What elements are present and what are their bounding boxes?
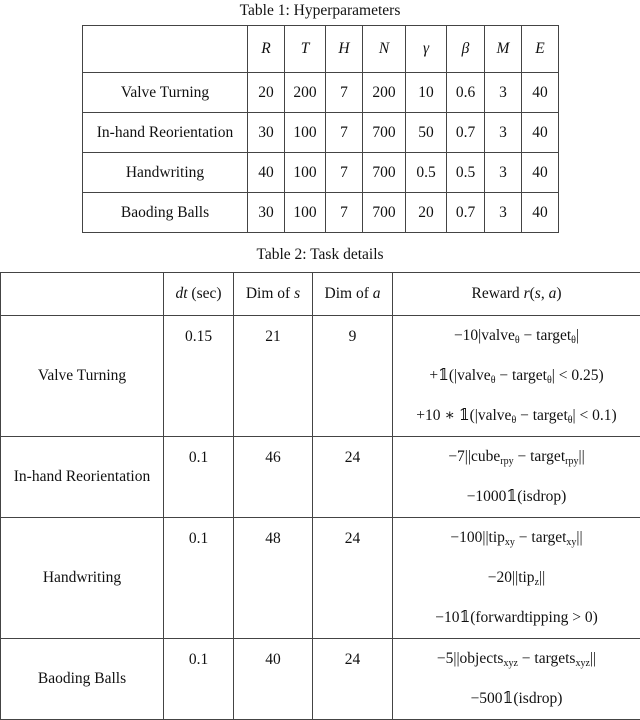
dim-s-cell: 46	[234, 437, 313, 518]
subscript: z	[535, 577, 539, 588]
header-text-part: ,	[541, 285, 549, 302]
value-cell: 40	[248, 153, 285, 193]
subscript: θ	[571, 335, 576, 346]
dt-cell: 0.1	[164, 518, 234, 639]
term-text: −5||objects	[437, 650, 504, 667]
table1-row	[83, 73, 559, 113]
hyperparameters-table	[82, 25, 559, 233]
term-text: − target	[514, 448, 566, 465]
table2-row	[1, 639, 640, 720]
value-cell: 50	[406, 113, 447, 153]
value-cell: 100	[285, 113, 326, 153]
value-cell: 0.5	[406, 153, 447, 193]
table1-header-cell	[485, 26, 522, 73]
header-symbol: β	[462, 40, 470, 57]
value-cell: 40	[522, 153, 559, 193]
value-cell: 3	[485, 73, 522, 113]
reward-term	[393, 598, 640, 638]
term-text: − target	[515, 529, 567, 546]
term-text: −1000𝟙(isdrop)	[467, 488, 567, 505]
dt-cell: 0.1	[164, 437, 234, 518]
term-text: − target	[520, 327, 572, 344]
reward-cell	[393, 518, 640, 639]
header-text-part: s	[535, 285, 541, 302]
term-text: −100||tip	[450, 529, 505, 546]
value-cell: 3	[485, 113, 522, 153]
subscript: xy	[566, 537, 576, 548]
header-text-part: s	[294, 285, 300, 302]
header-text-part: r	[524, 285, 530, 302]
subscript: θ	[491, 375, 496, 386]
task-name-cell: In-hand Reorientation	[1, 437, 164, 518]
table1-header-cell	[285, 26, 326, 73]
header-text-part: a	[373, 285, 381, 302]
dim-a-cell: 24	[313, 437, 393, 518]
dim-s-cell: 40	[234, 639, 313, 720]
subscript: θ	[511, 415, 516, 426]
term-text: −10𝟙(forwardtipping > 0)	[435, 609, 598, 626]
value-cell: 30	[248, 193, 285, 233]
term-text: ||	[590, 650, 596, 667]
value-cell: 200	[285, 73, 326, 113]
subscript: xy	[505, 537, 515, 548]
table2-header-cell	[1, 273, 164, 316]
term-text: | < 0.25)	[552, 367, 604, 384]
header-symbol: R	[261, 40, 270, 57]
value-cell: 7	[326, 193, 363, 233]
reward-term	[393, 396, 640, 436]
term-text: |	[576, 327, 579, 344]
term-text: +𝟙(|valve	[429, 367, 490, 384]
task-name-cell: In-hand Reorientation	[83, 113, 248, 153]
table1-header-row	[83, 26, 559, 73]
reward-term	[393, 356, 640, 396]
table1-header-cell	[363, 26, 406, 73]
header-text-part: Dim of	[246, 285, 294, 302]
task-name-cell: Handwriting	[1, 518, 164, 639]
dt-cell: 0.15	[164, 316, 234, 437]
table2-header-cell	[234, 273, 313, 316]
task-name-cell: Baoding Balls	[1, 639, 164, 720]
reward-term	[393, 437, 640, 477]
table2-row	[1, 437, 640, 518]
table1-header-cell	[248, 26, 285, 73]
value-cell: 10	[406, 73, 447, 113]
header-text-part: Reward	[471, 285, 523, 302]
reward-term	[393, 316, 640, 356]
term-text: ||	[576, 529, 582, 546]
dt-cell: 0.1	[164, 639, 234, 720]
value-cell: 700	[363, 153, 406, 193]
term-text: ||	[539, 569, 545, 586]
table2-header-row	[1, 273, 640, 316]
table1-header-cell	[522, 26, 559, 73]
header-text-part: (	[530, 285, 535, 302]
header-text-part: a	[549, 285, 557, 302]
header-symbol: M	[497, 40, 510, 57]
header-text-part: dt	[175, 285, 187, 302]
table2-caption: Table 2: Task details	[0, 246, 640, 264]
reward-term	[393, 679, 640, 719]
header-symbol: N	[379, 40, 389, 57]
value-cell: 7	[326, 73, 363, 113]
table1-header-cell	[447, 26, 485, 73]
term-text: − target	[495, 367, 547, 384]
header-symbol: E	[535, 40, 544, 57]
value-cell: 40	[522, 73, 559, 113]
reward-cell	[393, 639, 640, 720]
subscript: θ	[515, 335, 520, 346]
header-text-part: (sec)	[188, 285, 222, 302]
reward-cell	[393, 316, 640, 437]
task-name-cell: Valve Turning	[1, 316, 164, 437]
value-cell: 0.7	[447, 193, 485, 233]
value-cell: 7	[326, 153, 363, 193]
reward-term	[393, 477, 640, 517]
dim-s-cell: 21	[234, 316, 313, 437]
term-text: − target	[516, 407, 568, 424]
reward-cell	[393, 437, 640, 518]
task-name-cell: Baoding Balls	[83, 193, 248, 233]
table2-header-cell	[313, 273, 393, 316]
value-cell: 3	[485, 193, 522, 233]
value-cell: 200	[363, 73, 406, 113]
task-details-table	[0, 272, 640, 720]
table2-row	[1, 518, 640, 639]
subscript: rpy	[500, 456, 513, 467]
value-cell: 0.5	[447, 153, 485, 193]
table1-row	[83, 193, 559, 233]
task-name-cell: Handwriting	[83, 153, 248, 193]
subscript: θ	[547, 375, 552, 386]
table1-caption: Table 1: Hyperparameters	[0, 2, 640, 20]
table1-row	[83, 113, 559, 153]
dim-s-cell: 48	[234, 518, 313, 639]
value-cell: 100	[285, 193, 326, 233]
term-text: | < 0.1)	[573, 407, 617, 424]
value-cell: 40	[522, 113, 559, 153]
table1-row	[83, 153, 559, 193]
dim-a-cell: 9	[313, 316, 393, 437]
subscript: θ	[568, 415, 573, 426]
table1-header-cell	[83, 26, 248, 73]
reward-term	[393, 518, 640, 558]
table2-row	[1, 316, 640, 437]
term-text: ||	[578, 448, 584, 465]
header-symbol: γ	[423, 40, 429, 57]
term-text: −7||cube	[448, 448, 500, 465]
header-text-part: )	[556, 285, 561, 302]
term-text: −10|valve	[454, 327, 515, 344]
term-text: +10 ∗ 𝟙(|valve	[416, 407, 511, 424]
dim-a-cell: 24	[313, 518, 393, 639]
table1-header-cell	[326, 26, 363, 73]
value-cell: 7	[326, 113, 363, 153]
value-cell: 20	[406, 193, 447, 233]
table2-header-cell	[164, 273, 234, 316]
table1-header-cell	[406, 26, 447, 73]
value-cell: 3	[485, 153, 522, 193]
subscript: xyz	[575, 658, 589, 669]
header-text-part: Dim of	[325, 285, 373, 302]
value-cell: 100	[285, 153, 326, 193]
header-symbol: H	[338, 40, 349, 57]
value-cell: 700	[363, 193, 406, 233]
header-symbol: T	[301, 40, 310, 57]
subscript: rpy	[565, 456, 578, 467]
task-name-cell: Valve Turning	[83, 73, 248, 113]
table2-header-cell	[393, 273, 640, 316]
value-cell: 0.6	[447, 73, 485, 113]
subscript: xyz	[503, 658, 517, 669]
reward-term	[393, 558, 640, 598]
term-text: −500𝟙(isdrop)	[471, 690, 563, 707]
value-cell: 20	[248, 73, 285, 113]
term-text: −20||tip	[488, 569, 535, 586]
term-text: − targets	[518, 650, 576, 667]
value-cell: 700	[363, 113, 406, 153]
value-cell: 40	[522, 193, 559, 233]
reward-term	[393, 639, 640, 679]
value-cell: 0.7	[447, 113, 485, 153]
dim-a-cell: 24	[313, 639, 393, 720]
value-cell: 30	[248, 113, 285, 153]
